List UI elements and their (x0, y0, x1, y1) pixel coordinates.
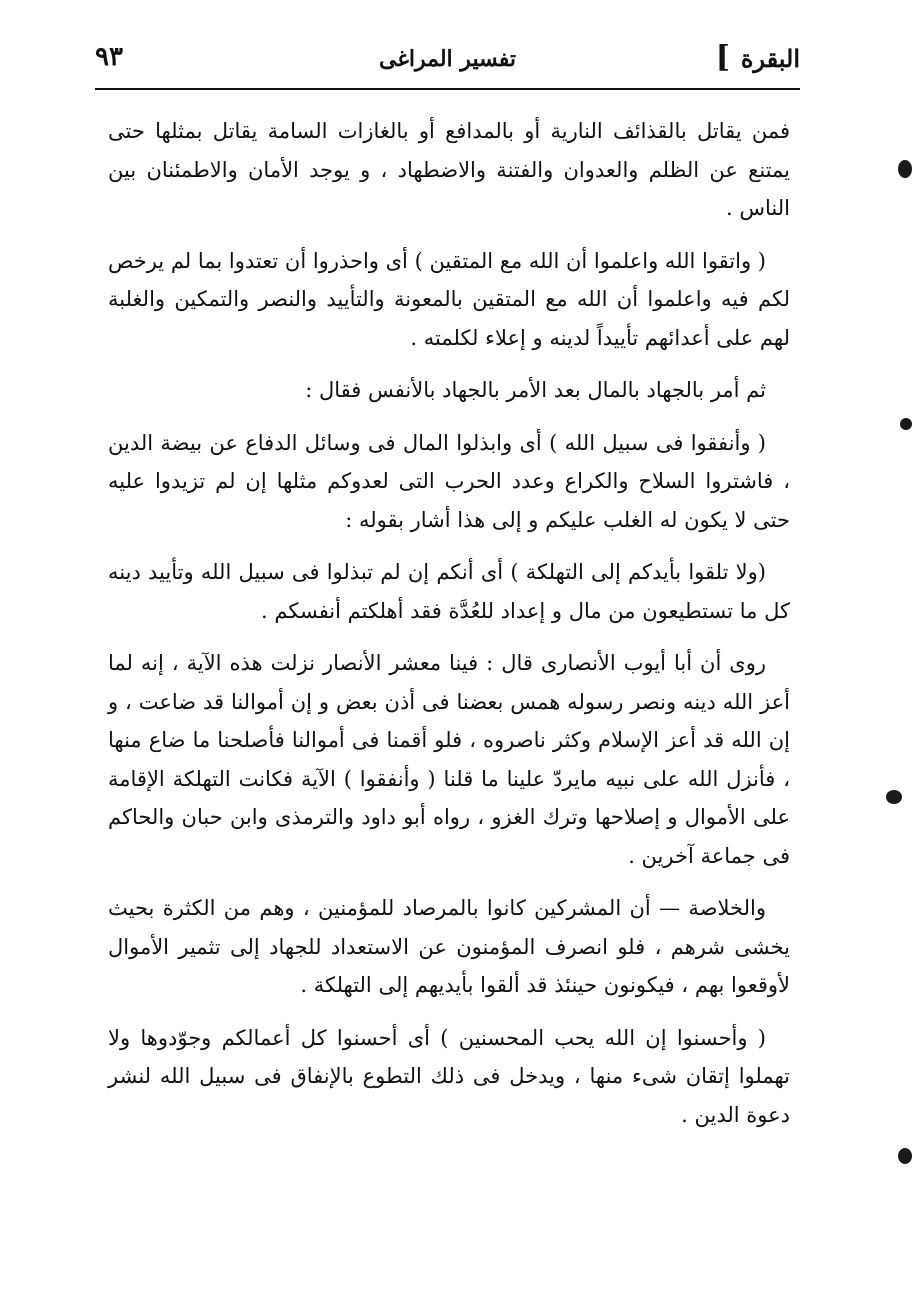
paragraph: ثم أمر بالجهاد بالمال بعد الأمر بالجهاد بالأنفس فقال : (305, 378, 766, 402)
header-rule (95, 88, 800, 90)
ink-speck (898, 1148, 912, 1164)
paragraph: روى أن أبا أيوب الأنصارى قال : فينا معشر الأنصار نزلت هذه الآية ، إنه لما أعز الله دينه ونصر رسوله همس بعضنا فى أذن بعض و إن أموالنا قد ضاعت ، و إن الله قد أعز الإسلام وكثر ناصروه ، فلو أقمنا فى أموالنا فأصلحنا ما ضاع منها ، فأنزل الله على نبيه مايردّ علينا ما قلنا ( وأنفقوا ) الآية فكانت التهلكة الإقامة على الأموال و إصلاحها وترك الغزو ، رواه أبو داود والترمذى وابن حبان والحاكم فى جماعة آخرين . (108, 651, 790, 868)
paragraph: والخلاصة — أن المشركين كانوا بالمرصاد للمؤمنين ، وهم من الكثرة بحيث يخشى شرهم ، فلو انصرف المؤمنون عن الاستعداد للجهاد إلى تثمير الأموال لأوقعوا بهم ، فيكونون حينئذ قد ألقوا بأيديهم إلى التهلكة . (108, 896, 790, 997)
page-number: ٩٣ (95, 42, 123, 72)
ink-speck (900, 418, 912, 430)
book-title: تفسير المراغى (379, 46, 516, 72)
ink-speck (898, 160, 912, 178)
paragraph: ( وأنفقوا فى سبيل الله ) أى وابذلوا المال فى وسائل الدفاع عن بيضة الدين ، فاشتروا السلاح والكراع وعدد الحرب التى لعدوكم مثلها إن لم تزيدوا عليه حتى لا يكون له الغلب عليكم و إلى هذا أشار بقوله : (108, 430, 790, 532)
paragraph: ( واتقوا الله واعلموا أن الله مع المتقين ) أى واحذروا أن تعتدوا بما لم يرخص لكم فيه واعلموا أن الله مع المتقين بالمعونة والتأييد والنصر والتمكين والغلبة لهم على أعدائهم تأييداً لدينه و إعلاء لكلمته . (108, 248, 790, 350)
paragraph: (ولا تلقوا بأيدكم إلى التهلكة ) أى أنكم إن لم تبذلوا فى سبيل الله وتأييد دينه كل ما تستطيعون من مال و إعداد للعُدَّة فقد أهلكتم أنفسكم . (108, 560, 790, 623)
page-header (95, 38, 800, 84)
surah-name: البقرة (740, 44, 800, 73)
paragraph: فمن يقاتل بالقذائف النارية أو بالمدافع أو بالغازات السامة يقاتل بمثلها حتى يمتنع عن الظلم والعدوان والفتنة والاضطهاد ، و يوجد الأمان والاطمئنان بين الناس . (108, 119, 790, 220)
ink-speck (886, 790, 902, 804)
page-body (108, 112, 790, 1148)
header-bracket: ] (715, 40, 730, 75)
paragraph: ( وأحسنوا إن الله يحب المحسنين ) أى أحسنوا كل أعمالكم وجوّدوها ولا تهملوا إتقان شىء منها ، ويدخل فى ذلك التطوع بالإنفاق فى سبيل الله لنشر دعوة الدين . (108, 1025, 790, 1127)
